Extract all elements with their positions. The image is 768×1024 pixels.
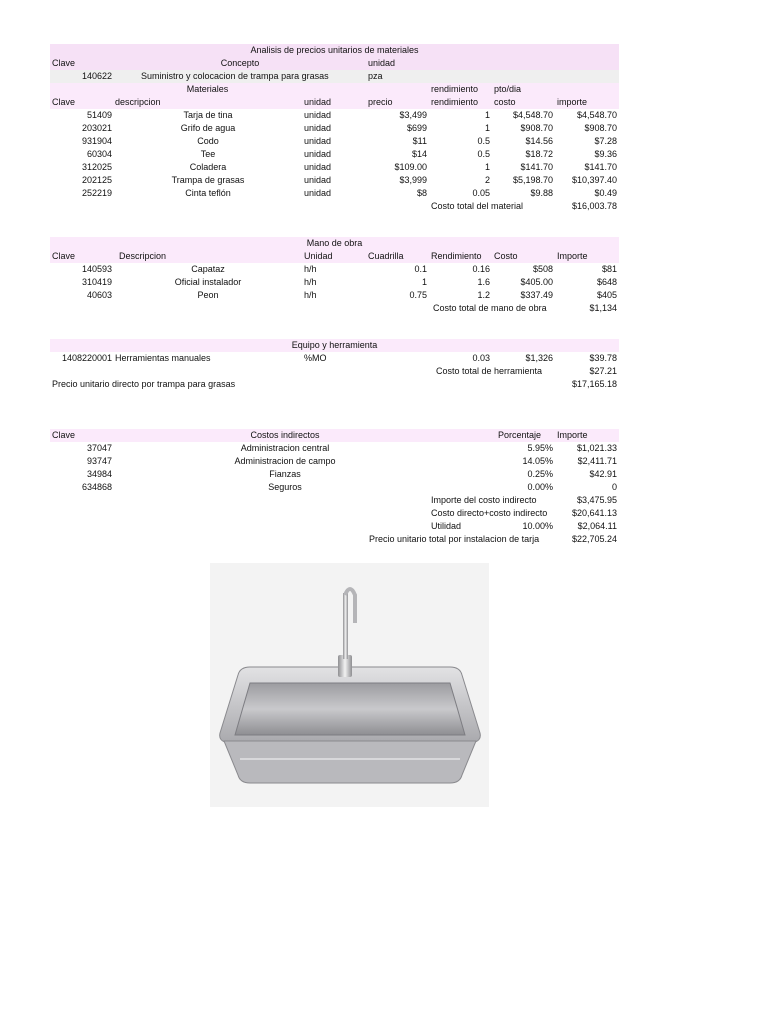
equipo-unidad: %MO	[304, 353, 327, 363]
mat-costo: $9.88	[530, 188, 553, 198]
mat-rendimiento: 0.5	[477, 149, 490, 159]
mat-unidad: unidad	[304, 110, 332, 120]
ind-concepto: Seguros	[268, 482, 302, 492]
mat-clave: 60304	[86, 149, 112, 159]
equipo-title: Equipo y herramienta	[291, 340, 378, 350]
equipo-total-row	[50, 365, 619, 378]
ind-clave: 634868	[81, 482, 112, 492]
mo-header-clave: Clave	[52, 251, 76, 261]
mano-obra-title-row	[50, 237, 619, 250]
mat-unidad: unidad	[304, 188, 332, 198]
mat-costo: $18.72	[525, 149, 553, 159]
mo-importe: $648	[596, 277, 617, 287]
mo-descripcion: Peon	[197, 290, 219, 300]
mo-header-costo: Costo	[494, 251, 518, 261]
mat-precio: $14	[411, 149, 427, 159]
mat-costo: $141.70	[520, 162, 553, 172]
mo-cuadrilla: 1	[421, 277, 427, 287]
mat-precio: $109.00	[394, 162, 427, 172]
mo-costo: $508	[532, 264, 553, 274]
table-row	[50, 174, 619, 187]
concept-header-clave: Clave	[52, 58, 76, 68]
table-row	[50, 352, 619, 365]
mat-rendimiento: 2	[484, 175, 490, 185]
mat-unidad: unidad	[304, 123, 332, 133]
equipo-importe: $39.78	[589, 353, 617, 363]
mat-importe: $141.70	[584, 162, 617, 172]
mat-rendimiento: 0.05	[472, 188, 490, 198]
table-row	[50, 148, 619, 161]
ind-importe-row	[50, 494, 619, 507]
concept-row	[50, 70, 619, 83]
ind-importe-value: $3,475.95	[576, 495, 617, 505]
concept-descripcion: Suministro y colocacion de trampa para grasas	[141, 71, 329, 81]
concept-header-concepto: Concepto	[220, 58, 260, 68]
mat-importe: $908.70	[584, 123, 617, 133]
mat-descripcion: Grifo de agua	[180, 123, 236, 133]
ind-porcentaje: 5.95%	[527, 443, 553, 453]
indirectos-header-row	[50, 429, 619, 442]
mat-header-clave: Clave	[52, 97, 76, 107]
equipo-rendimiento: 0.03	[472, 353, 490, 363]
ind-concepto: Administracion central	[240, 443, 330, 453]
mat-costo: $908.70	[520, 123, 553, 133]
mat-unidad: unidad	[304, 162, 332, 172]
mat-unidad: unidad	[304, 136, 332, 146]
mo-clave: 140593	[81, 264, 112, 274]
ind-porcentaje: 14.05%	[522, 456, 553, 466]
precio-directo-row	[50, 378, 619, 391]
utilidad-pct: 10.00%	[522, 521, 553, 531]
mat-costo: $4,548.70	[512, 110, 553, 120]
mat-clave: 51409	[86, 110, 112, 120]
concept-header-row	[50, 57, 619, 70]
materiales-header-row	[50, 96, 619, 109]
utilidad-value: $2,064.11	[577, 521, 617, 531]
mo-cuadrilla: 0.75	[409, 290, 427, 300]
mat-unidad: unidad	[304, 149, 332, 159]
materiales-total-label: Costo total del material	[431, 201, 524, 211]
ind-concepto: Administracion de campo	[234, 456, 336, 466]
table-row	[50, 109, 619, 122]
materiales-total-value: $16,003.78	[571, 201, 617, 211]
equipo-title-row	[50, 339, 619, 352]
sheet-title-row	[50, 44, 619, 57]
table-row	[50, 289, 619, 302]
table-row	[50, 135, 619, 148]
table-row	[50, 455, 619, 468]
table-row	[50, 161, 619, 174]
mat-rendimiento: 1	[484, 123, 490, 133]
mano-obra-header-row	[50, 250, 619, 263]
precio-total-label: Precio unitario total por instalacion de tarja	[369, 534, 540, 544]
mat-importe: $10,397.40	[571, 175, 617, 185]
precio-directo-label: Precio unitario directo por trampa para grasas	[52, 379, 236, 389]
mo-clave: 40603	[86, 290, 112, 300]
ind-directo-value: $20,641.13	[571, 508, 617, 518]
equipo-costo: $1,326	[525, 353, 553, 363]
sheet-title: Analisis de precios unitarios de materiales	[250, 45, 419, 55]
mat-rendimiento: 1	[484, 110, 490, 120]
mat-clave: 252219	[81, 188, 112, 198]
mo-costo: $405.00	[520, 277, 553, 287]
ind-header-concepto: Costos indirectos	[250, 430, 320, 440]
mo-descripcion: Oficial instalador	[174, 277, 242, 287]
mat-header-unidad: unidad	[304, 97, 332, 107]
table-row	[50, 187, 619, 200]
kitchen-sink-icon	[210, 563, 489, 807]
mat-clave: 312025	[81, 162, 112, 172]
mat-clave: 202125	[81, 175, 112, 185]
ind-importe-label: Importe del costo indirecto	[431, 495, 537, 505]
concept-header-unidad: unidad	[368, 58, 396, 68]
mat-importe: $9.36	[594, 149, 617, 159]
mo-clave: 310419	[81, 277, 112, 287]
concept-unidad: pza	[368, 71, 383, 81]
mat-descripcion: Cinta teflón	[185, 188, 231, 198]
table-row	[50, 481, 619, 494]
ind-directo-row	[50, 507, 619, 520]
mo-importe: $81	[601, 264, 617, 274]
ind-header-porcentaje: Porcentaje	[497, 430, 541, 440]
mo-costo: $337.49	[520, 290, 553, 300]
mat-descripcion: Coladera	[189, 162, 227, 172]
mat-rendimiento: 1	[484, 162, 490, 172]
materiales-title-row	[50, 83, 619, 96]
mat-precio: $3,499	[399, 110, 427, 120]
mat-clave: 931904	[81, 136, 112, 146]
mo-rendimiento: 0.16	[472, 264, 490, 274]
ind-clave: 93747	[86, 456, 112, 466]
ind-clave: 34984	[86, 469, 112, 479]
mo-importe: $405	[596, 290, 617, 300]
mano-obra-total-row	[50, 302, 619, 315]
ind-importe: $1,021.33	[576, 443, 617, 453]
equipo-total-value: $27.21	[589, 366, 617, 376]
precio-total-row	[50, 533, 619, 546]
mat-header-descripcion: descripcion	[115, 97, 161, 107]
mat-costo: $14.56	[525, 136, 553, 146]
mat-descripcion: Tee	[200, 149, 216, 159]
utilidad-row	[50, 520, 619, 533]
precio-total-value: $22,705.24	[571, 534, 617, 544]
equipo-descripcion: Herramientas manuales	[115, 353, 211, 363]
ind-header-clave: Clave	[52, 430, 76, 440]
mano-obra-title: Mano de obra	[306, 238, 363, 248]
concept-clave: 140622	[81, 71, 112, 81]
ind-directo-label: Costo directo+costo indirecto	[431, 508, 548, 518]
mat-unidad: unidad	[304, 175, 332, 185]
table-row	[50, 442, 619, 455]
ind-importe: $2,411.71	[577, 456, 617, 466]
ind-importe: 0	[611, 482, 617, 492]
mat-importe: $0.49	[594, 188, 617, 198]
materiales-super-rendimiento: rendimiento	[431, 84, 479, 94]
mo-header-rendimiento: Rendimiento	[431, 251, 482, 261]
table-row	[50, 468, 619, 481]
mat-importe: $4,548.70	[576, 110, 617, 120]
materiales-super-ptodia: pto/dia	[494, 84, 522, 94]
mo-header-importe: Importe	[557, 251, 588, 261]
mat-precio: $8	[416, 188, 427, 198]
mat-header-precio: precio	[368, 97, 393, 107]
mano-obra-total-value: $1,134	[589, 303, 617, 313]
sink-image	[210, 563, 489, 807]
utilidad-label: Utilidad	[431, 521, 462, 531]
mat-descripcion: Tarja de tina	[183, 110, 233, 120]
mo-unidad: h/h	[304, 264, 317, 274]
ind-porcentaje: 0.00%	[527, 482, 553, 492]
table-row	[50, 263, 619, 276]
precio-directo-value: $17,165.18	[571, 379, 617, 389]
mat-header-costo: costo	[494, 97, 516, 107]
equipo-total-label: Costo total de herramienta	[436, 366, 543, 376]
mat-rendimiento: 0.5	[477, 136, 490, 146]
mat-descripcion: Codo	[197, 136, 219, 146]
materiales-total-row	[50, 200, 619, 213]
mat-costo: $5,198.70	[512, 175, 553, 185]
mo-header-unidad: Unidad	[304, 251, 333, 261]
ind-clave: 37047	[86, 443, 112, 453]
ind-porcentaje: 0.25%	[527, 469, 553, 479]
mat-header-importe: importe	[557, 97, 588, 107]
mo-header-cuadrilla: Cuadrilla	[368, 251, 404, 261]
mo-unidad: h/h	[304, 290, 317, 300]
table-row	[50, 276, 619, 289]
ind-importe: $42.91	[589, 469, 617, 479]
mano-obra-total-label: Costo total de mano de obra	[433, 303, 547, 313]
mat-importe: $7.28	[594, 136, 617, 146]
mat-precio: $11	[412, 136, 427, 146]
table-row	[50, 122, 619, 135]
mat-precio: $699	[406, 123, 427, 133]
mat-precio: $3,999	[399, 175, 427, 185]
mo-cuadrilla: 0.1	[414, 264, 427, 274]
ind-header-importe: Importe	[557, 430, 588, 440]
mo-rendimiento: 1.6	[477, 277, 490, 287]
mat-descripcion: Trampa de grasas	[171, 175, 245, 185]
mo-unidad: h/h	[304, 277, 317, 287]
equipo-clave: 1408220001	[61, 353, 112, 363]
materiales-title: Materiales	[186, 84, 229, 94]
ind-concepto: Fianzas	[269, 469, 301, 479]
mo-descripcion: Capataz	[191, 264, 225, 274]
mat-header-rendimiento: rendimiento	[431, 97, 479, 107]
mo-header-descripcion: Descripcion	[119, 251, 167, 261]
mat-clave: 203021	[81, 123, 112, 133]
mo-rendimiento: 1.2	[477, 290, 490, 300]
